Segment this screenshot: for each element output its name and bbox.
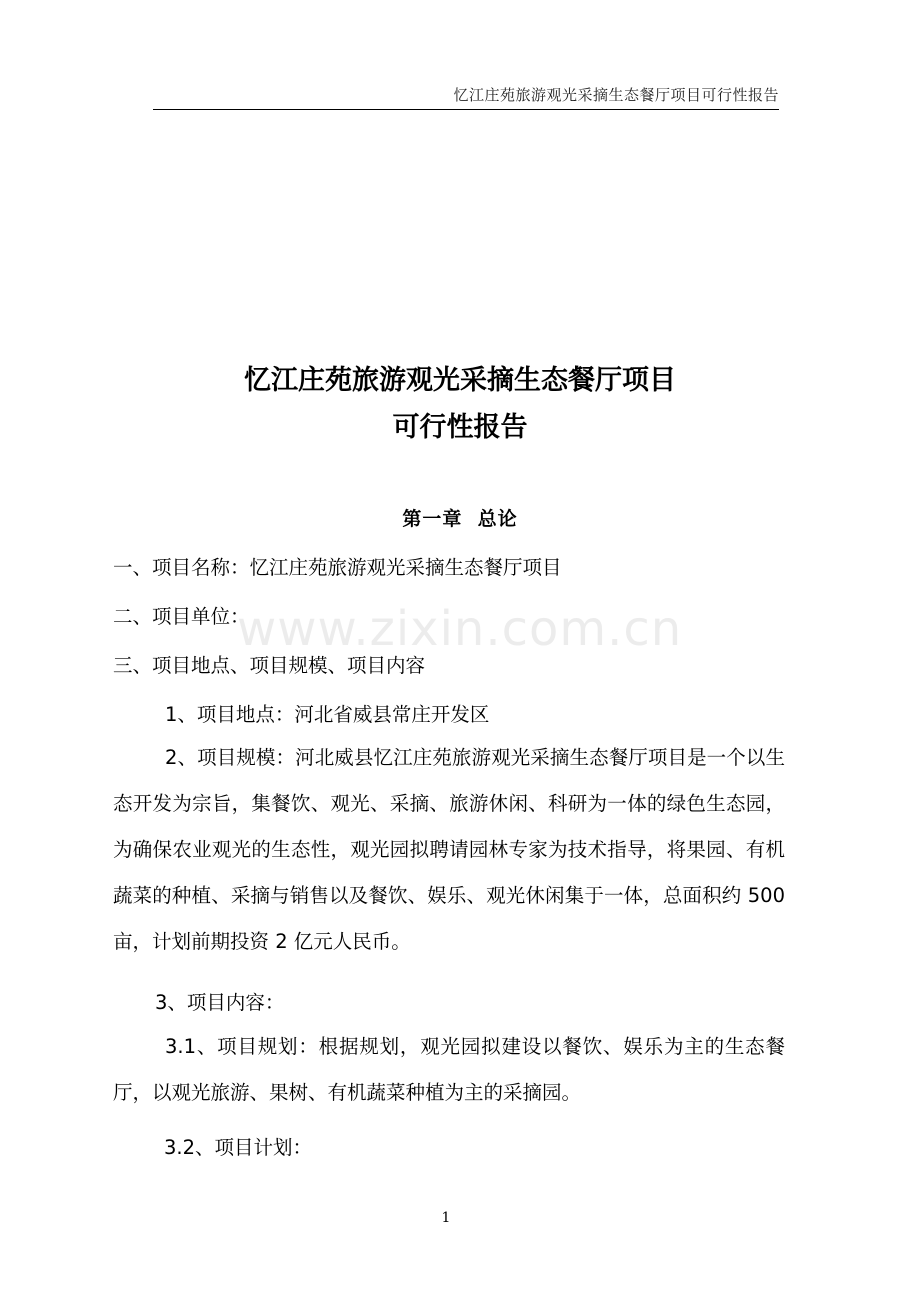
project-planning-paragraph: 3.1、项目规划：根据规划，观光园拟建设以餐饮、娱乐为主的生态餐厅，以观光旅游、果树、有机蔬菜种植为主的采摘园。 <box>113 1035 785 1104</box>
document-title-line2: 可行性报告 <box>392 412 528 443</box>
project-overview-heading: 三、项目地点、项目规模、项目内容 <box>113 654 426 677</box>
running-header-title: 忆江庄苑旅游观光采摘生态餐厅项目可行性报告 <box>453 86 779 104</box>
watermark-text: www.zixin.com.cn <box>237 601 683 657</box>
project-location-line: 1、项目地点：河北省威县常庄开发区 <box>165 703 490 726</box>
project-content-heading: 3、项目内容： <box>155 991 285 1014</box>
page-number: 1 <box>441 1210 451 1226</box>
project-unit-line: 二、项目单位： <box>113 605 250 628</box>
document-title-line1: 忆江庄苑旅游观光采摘生态餐厅项目 <box>244 365 676 396</box>
chapter-heading: 第一章 总论 <box>402 508 518 530</box>
header-divider <box>153 109 779 110</box>
project-plan-heading: 3.2、项目计划： <box>164 1136 313 1159</box>
project-name-line: 一、项目名称：忆江庄苑旅游观光采摘生态餐厅项目 <box>113 556 562 579</box>
project-scale-paragraph: 2、项目规模：河北威县忆江庄苑旅游观光采摘生态餐厅项目是一个以生态开发为宗旨，集餐饮、观光、采摘、旅游休闲、科研为一体的绿色生态园，为确保农业观光的生态性，观光园拟聘请园林专家为技术指导，将果园、有机蔬菜的种植、采摘与销售以及餐饮、娱乐、观光休闲集于一体，总面积约 500 亩，计划前期投资 2 亿元人民币。 <box>113 746 785 953</box>
